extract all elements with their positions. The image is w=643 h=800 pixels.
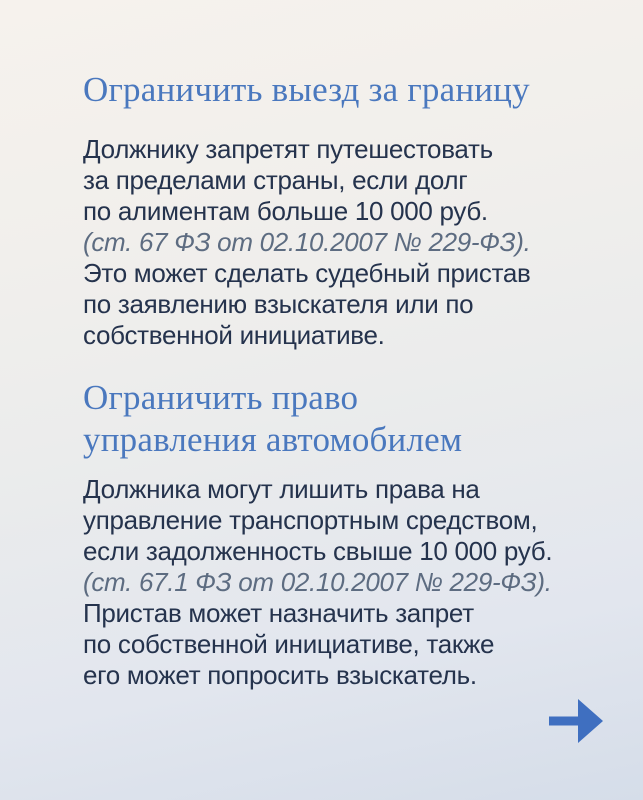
section-heading-travel-ban <box>83 69 623 111</box>
body-line: Это может сделать судебный пристав <box>83 258 531 288</box>
body-line: за пределами страны, если долг <box>83 165 468 195</box>
next-arrow-icon[interactable] <box>549 698 603 744</box>
body-line: управление транспортным средством, <box>83 505 538 535</box>
law-citation: (ст. 67.1 ФЗ от 02.10.2007 № 229-ФЗ). <box>83 567 552 597</box>
heading-line: управления автомобилем <box>83 420 463 459</box>
heading-line: Ограничить выезд за границу <box>83 70 530 109</box>
body-line: Должнику запретят путешестовать <box>83 134 493 164</box>
body-line: его может попросить взыскатель. <box>83 660 477 690</box>
body-line: Должника могут лишить права на <box>83 474 480 504</box>
heading-line: Ограничить право <box>83 378 359 417</box>
body-line: по алиментам больше 10 000 руб. <box>83 196 488 226</box>
body-line: если задолженность свыше 10 000 руб. <box>83 536 553 566</box>
body-line: по собственной инициативе, также <box>83 629 495 659</box>
law-citation: (ст. 67 ФЗ от 02.10.2007 № 229-ФЗ). <box>83 227 531 257</box>
section-body-travel-ban <box>83 134 613 351</box>
section-body-driving-ban <box>83 474 613 691</box>
body-line: собственной инициативе. <box>83 320 385 350</box>
body-line: Пристав может назначить запрет <box>83 598 474 628</box>
section-heading-driving-ban <box>83 377 623 461</box>
body-line: по заявлению взыскателя или по <box>83 289 474 319</box>
